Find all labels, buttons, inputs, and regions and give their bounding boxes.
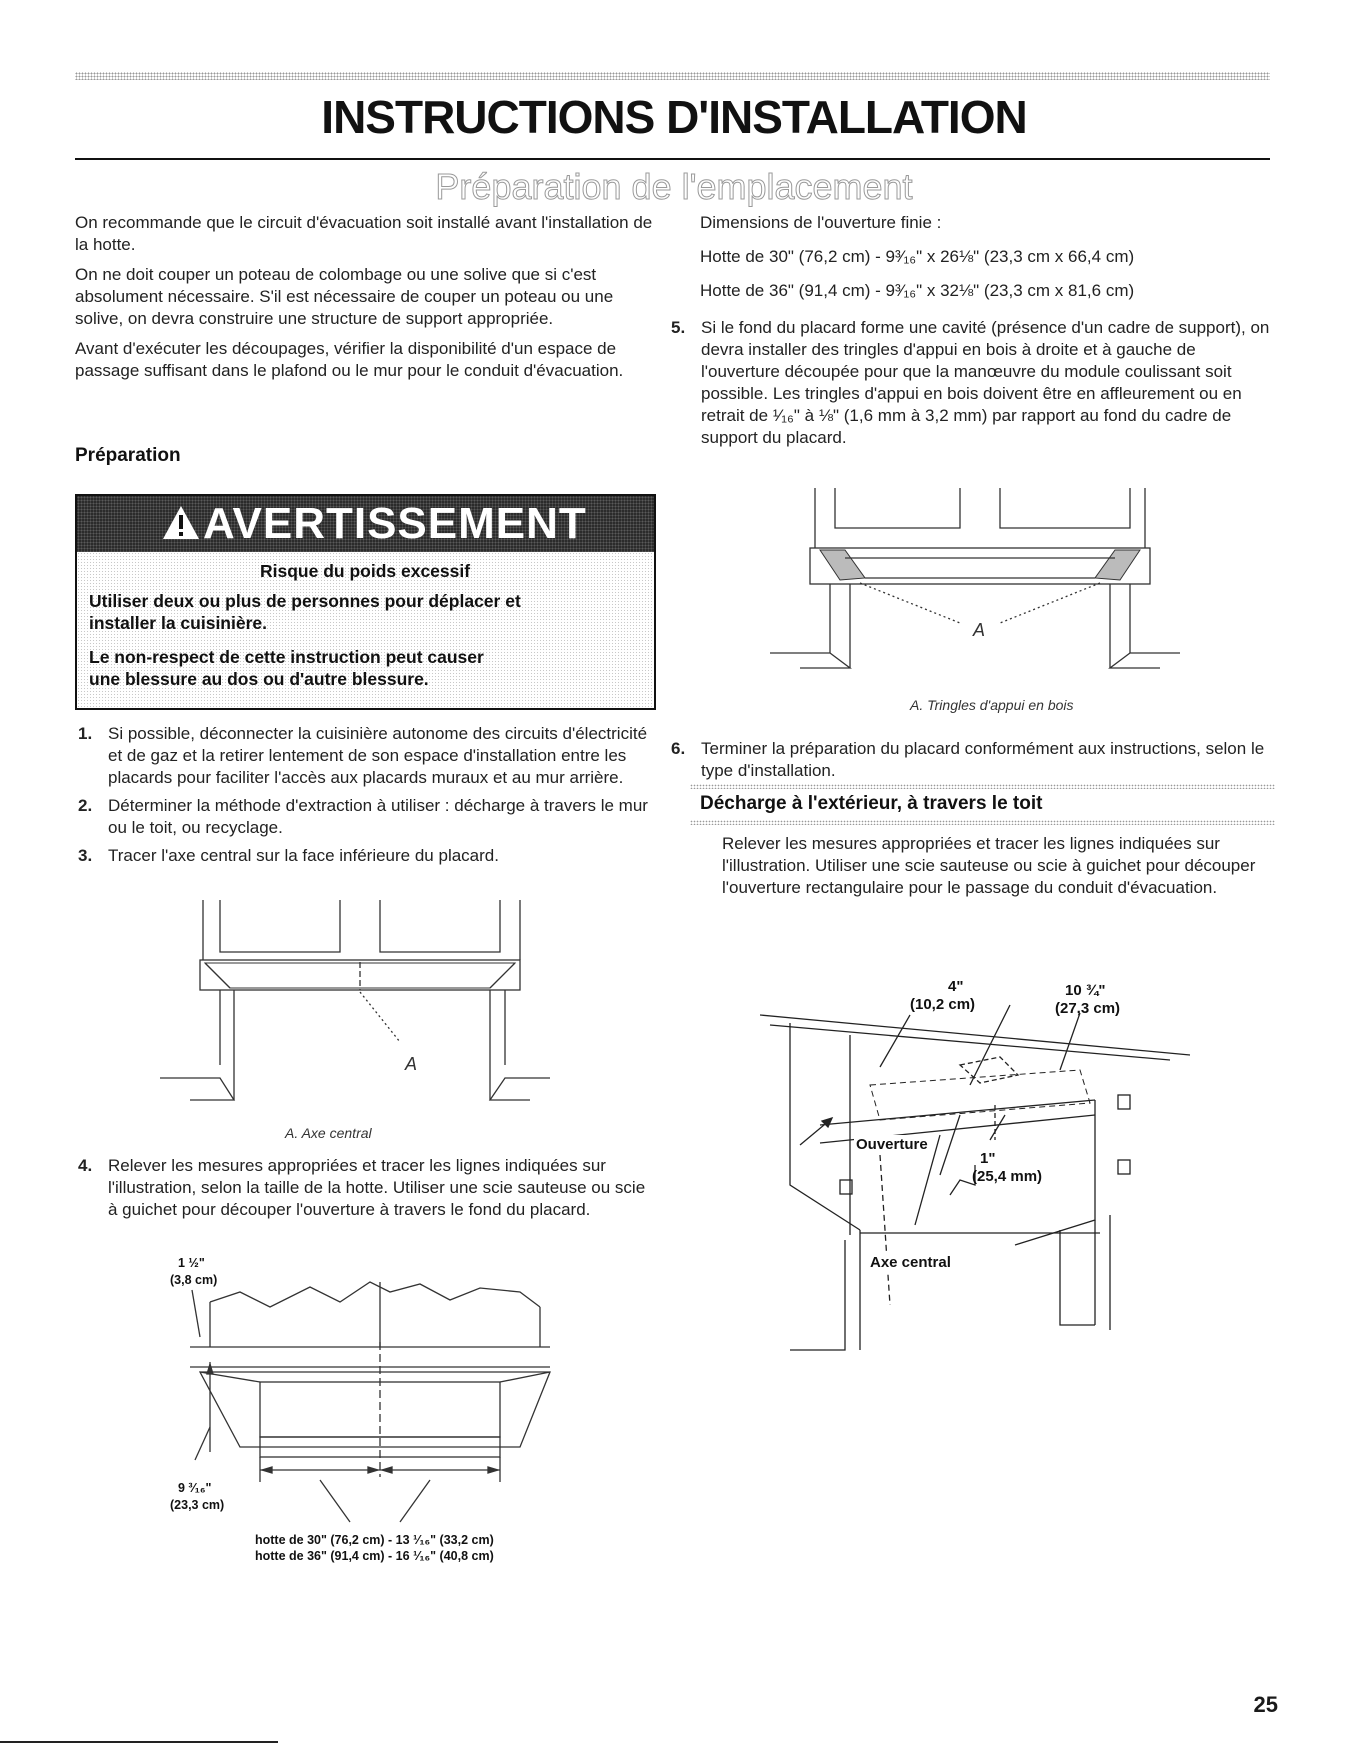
warning-triangle-icon: [161, 496, 201, 552]
dimension-label: 1 ½": [178, 1256, 205, 1270]
warning-line: Utiliser deux ou plus de personnes pour déplacer et: [89, 591, 521, 611]
left-intro: [75, 212, 655, 390]
right-dimensions: [700, 212, 1275, 310]
centerline-label: Axe central: [870, 1254, 951, 1271]
list-item: 2. Déterminer la méthode d'extraction à utiliser : décharge à travers le mur ou le toit, ou recyclage.: [78, 796, 648, 837]
dimension-label: 1": [980, 1150, 996, 1167]
wood-rails-diagram: [760, 488, 1200, 678]
figure-caption: A. Tringles d'appui en bois: [910, 697, 1074, 713]
figure-caption: A. Axe central: [285, 1125, 372, 1141]
warning-header: [77, 496, 654, 552]
dotted-separator: [690, 784, 1275, 789]
roof-cutout-diagram: [760, 975, 1220, 1355]
step-6: [668, 738, 1275, 788]
list-item: 3. Tracer l'axe central sur la face inférieure du placard.: [78, 846, 499, 865]
preparation-heading: Préparation: [75, 445, 181, 466]
warning-line: Risque du poids excessif: [260, 561, 471, 581]
warning-line: une blessure au dos ou d'autre blessure.: [89, 669, 429, 689]
dimension-label: (3,8 cm): [170, 1273, 218, 1287]
steps-1-3: [75, 723, 655, 873]
page-number: 25: [1253, 1692, 1278, 1717]
cutout-dimensions-diagram: [150, 1252, 580, 1572]
step-4: [75, 1155, 655, 1227]
dotted-separator: [690, 820, 1275, 825]
paragraph: Hotte de 30" (76,2 cm) - 9³⁄₁₆" x 26⅛" (23,3 cm x 66,4 cm): [700, 247, 1135, 266]
list-item: 4. Relever les mesures appropriées et tracer les lignes indiquées sur l'illustration, selon la taille de la hotte. Utiliser une scie sauteuse ou scie à guichet pour découper l'ouverture à travers le fond du placard.: [78, 1156, 646, 1219]
roof-discharge-heading: Décharge à l'extérieur, à travers le toit: [700, 793, 1043, 814]
paragraph: Dimensions de l'ouverture finie :: [700, 213, 942, 232]
opening-label: Ouverture: [856, 1136, 928, 1153]
page-title: INSTRUCTIONS D'INSTALLATION: [321, 91, 1027, 143]
warning-body: [77, 552, 654, 708]
bottom-edge-rule: [0, 1741, 278, 1743]
dimension-note: hotte de 30" (76,2 cm) - 13 ¹⁄₁₆" (33,2 cm): [255, 1533, 494, 1547]
diagram-label: A: [405, 1054, 418, 1074]
dimension-label: (25,4 mm): [972, 1168, 1043, 1185]
dimension-label: 4": [948, 978, 964, 995]
top-dotted-rule: [75, 72, 1270, 80]
roof-discharge-text: Relever les mesures appropriées et tracer les lignes indiquées sur l'illustration. Utiliser une scie sauteuse ou scie à guichet pour découper l'ouverture rectangulaire pour le passage du conduit d'évacuation.: [722, 834, 1256, 897]
warning-box: [75, 494, 656, 710]
warning-line: installer la cuisinière.: [89, 613, 267, 633]
dimension-label: 9 ³⁄₁₆": [178, 1481, 212, 1495]
paragraph: Avant d'exécuter les découpages, vérifier la disponibilité d'un espace de passage suffisant dans le plafond ou le mur pour le conduit d'évacuation.: [75, 339, 624, 380]
warning-title: AVERTISSEMENT: [203, 499, 587, 548]
dimension-label: 10 ¾": [1065, 982, 1106, 999]
list-item: 5. Si le fond du placard forme une cavité (présence d'un cadre de support), on devra installer des tringles d'appui en bois à droite et à gauche de l'ouverture découpée pour que la manœuvre du module coulissant soit possible. Les tringles d'appui en bois doivent être en affleurement ou en retrait de ¹⁄₁₆" à ⅛" (1,6 mm à 3,2 mm) par rapport au fond du cadre de support du placard.: [671, 318, 1270, 447]
diagram-label: A: [973, 620, 986, 640]
paragraph: On ne doit couper un poteau de colombage ou une solive que si c'est absolument nécessaire. S'il est nécessaire de couper un poteau ou une solive, on devra construire une structure de support appropriée.: [75, 265, 614, 328]
step-5: [668, 317, 1275, 455]
paragraph: On recommande que le circuit d'évacuation soit installé avant l'installation de la hotte.: [75, 213, 653, 254]
title-rule: [75, 158, 1270, 160]
section-title: Préparation de l'emplacement: [435, 166, 913, 207]
dimension-note: hotte de 36" (91,4 cm) - 16 ¹⁄₁₆" (40,8 cm): [255, 1549, 494, 1563]
list-item: 6. Terminer la préparation du placard conformément aux instructions, selon le type d'installation.: [671, 739, 1265, 780]
warning-line: Le non-respect de cette instruction peut causer: [89, 647, 484, 667]
dimension-label: (27,3 cm): [1055, 1000, 1121, 1017]
dimension-label: (10,2 cm): [910, 996, 976, 1013]
paragraph: Hotte de 36" (91,4 cm) - 9³⁄₁₆" x 32⅛" (23,3 cm x 81,6 cm): [700, 281, 1135, 300]
list-item: 1. Si possible, déconnecter la cuisinière autonome des circuits d'électricité et de gaz et la retirer lentement de son espace d'installation entre les placards pour faciliter l'accès aux placards muraux et au mur arrière.: [78, 724, 648, 787]
dimension-label: (23,3 cm): [170, 1498, 225, 1512]
centerline-diagram: [150, 900, 550, 1110]
